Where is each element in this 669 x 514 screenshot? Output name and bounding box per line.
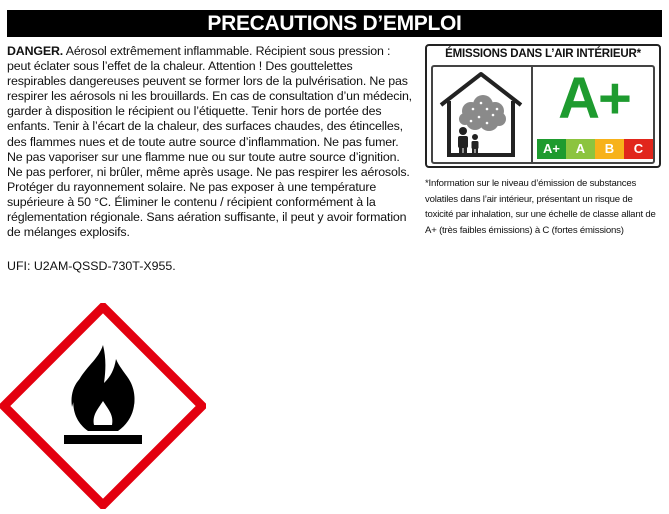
ufi-code: UFI: U2AM-QSSD-730T-X955.: [7, 259, 176, 273]
indoor-emissions-label: [425, 44, 661, 168]
grade-panel: [531, 67, 655, 162]
emissions-panel: [431, 65, 655, 164]
warning-body: Aérosol extrêmement inflammable. Récipient sous pression : peut éclater sous l’effet de la chaleur. Attention ! Des gouttelettes respirables dangereuses peuvent se former lors de la pulvérisation. Ne pas respirer les aérosols ni les brouillards. En cas de consultation d’un médecin, garder à disposition le récipient ou l’étiquette. Tenir hors de portée des enfants. Tenir à l’écart de la chaleur, des surfaces chaudes, des étincelles, des flammes nues et de toute autre source d’inflammation. Ne pas fumer. Ne pas vaporiser sur une flamme nue ou sur toute autre source d’ignition. Ne pas perforer, ni brûler, même après usage. Ne pas respirer les aérosols. Protéger du rayonnement solaire. Ne pas exposer à une température supérieure à 50 °C. Éliminer le contenu / récipient conformément à la réglementation régionale. Sans aération suffisante, il peut y avoir formation de mélanges explosifs.: [7, 44, 412, 240]
scale-c: C: [624, 139, 653, 159]
danger-label: DANGER.: [7, 44, 64, 58]
scale-a-plus: A+: [537, 139, 566, 159]
scale-b: B: [595, 139, 624, 159]
emissions-heading: ÉMISSIONS DANS L’AIR INTÉRIEUR*: [445, 48, 641, 60]
grade-scale: [537, 139, 653, 159]
emissions-footnote: *Information sur le niveau d’émission de substances volatiles dans l’air intérieur, présentant un risque de toxicité par inhalation, sur une échelle de classe allant de A+ (très faibles émissions) à C (fortes émissions): [425, 178, 656, 236]
flammable-hazard-pictogram: [0, 303, 206, 509]
emission-grade: A+: [558, 66, 630, 131]
scale-a: A: [566, 139, 595, 159]
house-icon: [435, 69, 527, 160]
warning-text: [7, 44, 412, 240]
section-title: PRECAUTIONS D’EMPLOI: [7, 10, 662, 37]
